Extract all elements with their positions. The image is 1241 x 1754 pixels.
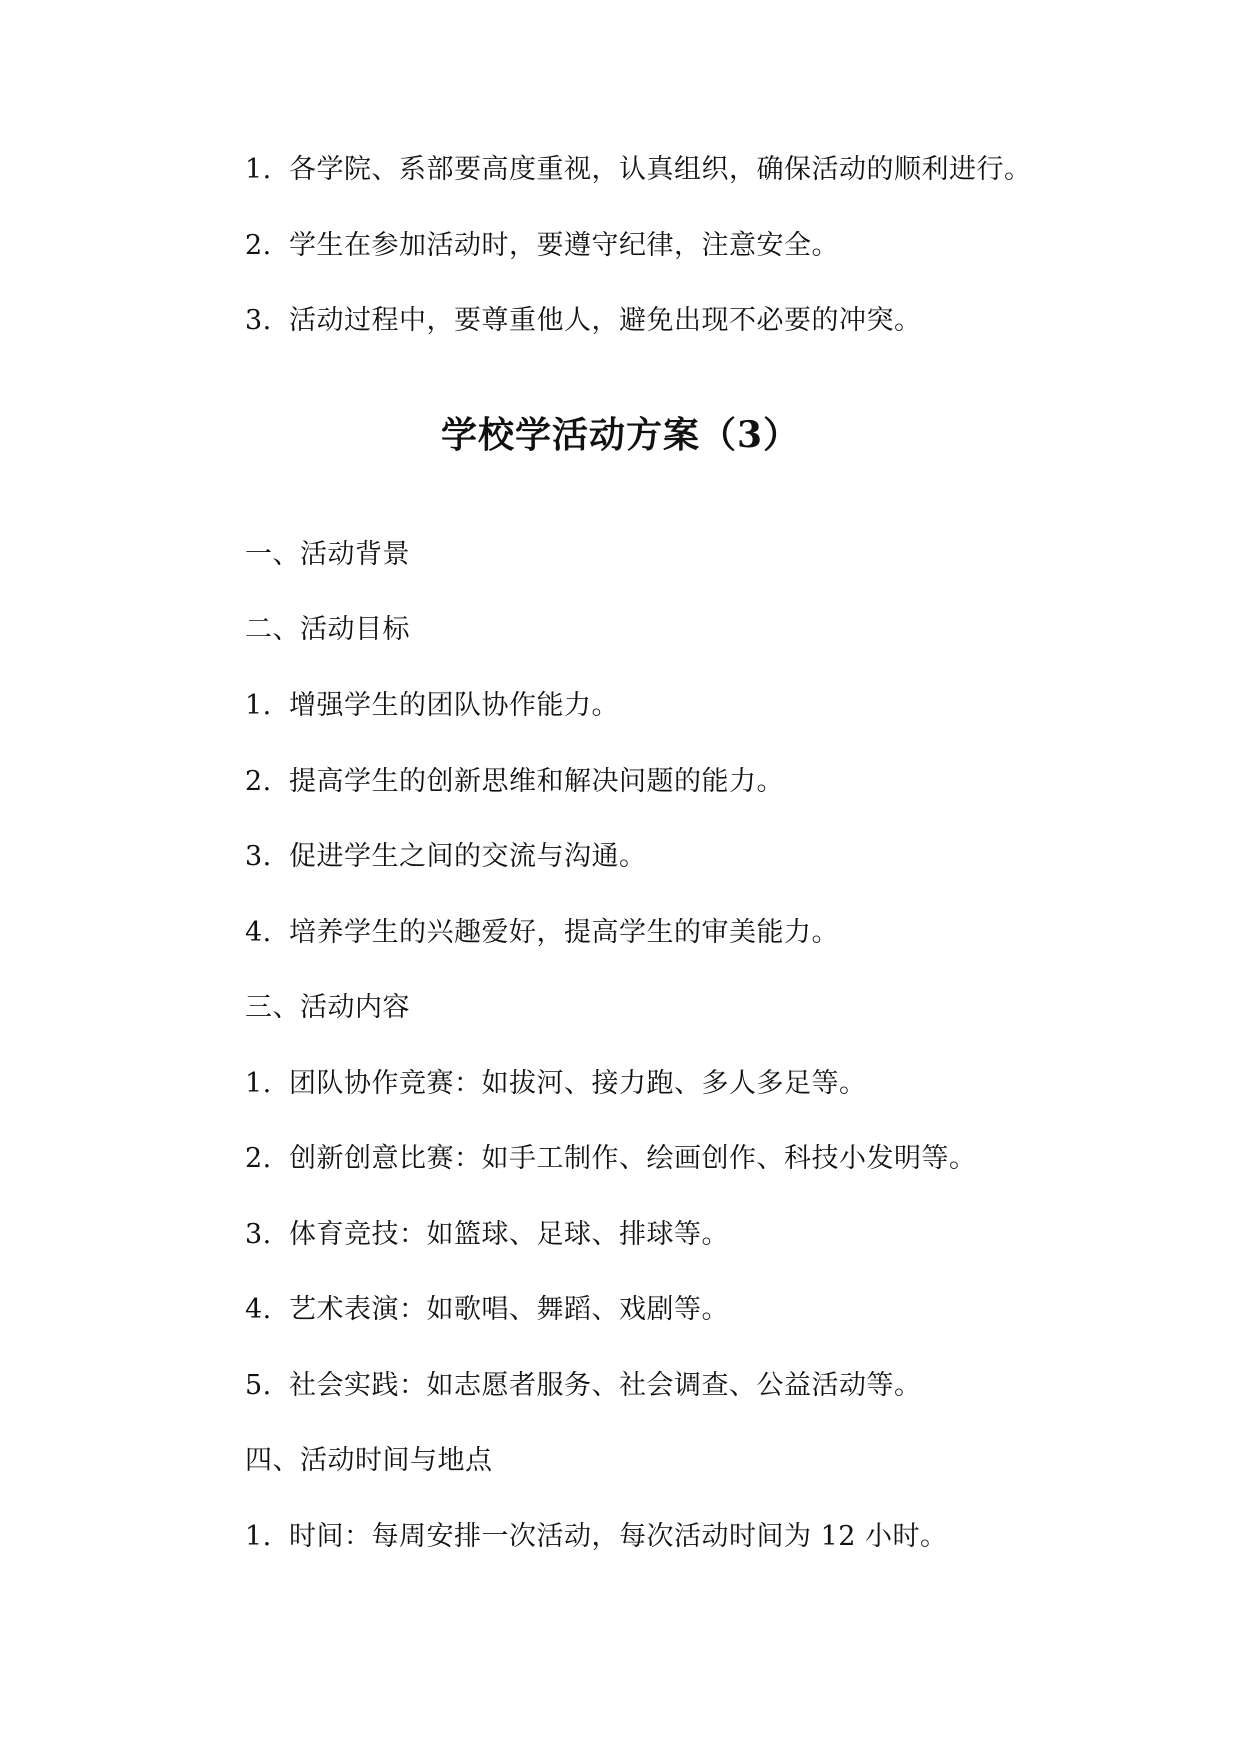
list-number: 2. [245, 230, 272, 261]
list-number: 4. [245, 1294, 272, 1325]
list-text: 活动过程中，要尊重他人，避免出现不必要的冲突。 [289, 305, 922, 336]
list-text: 社会实践：如志愿者服务、社会调查、公益活动等。 [289, 1370, 922, 1401]
list-number: 5. [245, 1370, 272, 1401]
list-item [245, 1141, 977, 1177]
list-number: 3. [245, 305, 272, 336]
list-text: 团队协作竞赛：如拔河、接力跑、多人多足等。 [289, 1068, 867, 1099]
list-text: 艺术表演：如歌唱、舞蹈、戏剧等。 [289, 1294, 729, 1325]
list-number: 1. [245, 1521, 272, 1552]
list-number: 3. [245, 1219, 272, 1250]
list-item [245, 839, 647, 875]
list-text: 体育竞技：如篮球、足球、排球等。 [289, 1219, 729, 1250]
list-item [245, 152, 1032, 188]
list-number: 2. [245, 1143, 272, 1174]
list-number: 1. [245, 1068, 272, 1099]
document-title: 学校学活动方案（3） [440, 414, 801, 456]
list-text: 增强学生的团队协作能力。 [289, 690, 619, 721]
section-heading-background: 一、活动背景 [245, 539, 410, 570]
list-text: 时间：每周安排一次活动，每次活动时间为 12 小时。 [289, 1521, 948, 1552]
list-text: 提高学生的创新思维和解决问题的能力。 [289, 766, 784, 797]
list-text: 各学院、系部要高度重视，认真组织，确保活动的顺利进行。 [289, 154, 1032, 185]
list-number: 1. [245, 154, 272, 185]
list-number: 2. [245, 766, 272, 797]
list-item [245, 1217, 729, 1253]
section-heading-time-place: 四、活动时间与地点 [245, 1445, 493, 1476]
list-text: 促进学生之间的交流与沟通。 [289, 841, 647, 872]
list-text: 创新创意比赛：如手工制作、绘画创作、科技小发明等。 [289, 1143, 977, 1174]
list-text: 培养学生的兴趣爱好，提高学生的审美能力。 [289, 917, 839, 948]
list-number: 4. [245, 917, 272, 948]
list-item [245, 1292, 729, 1328]
list-item [245, 688, 619, 724]
list-number: 3. [245, 841, 272, 872]
section-heading-goals: 二、活动目标 [245, 614, 410, 645]
list-item [245, 764, 784, 800]
list-number: 1. [245, 690, 272, 721]
list-item [245, 1519, 948, 1555]
section-heading-content: 三、活动内容 [245, 992, 410, 1023]
list-item [245, 1368, 922, 1404]
list-text: 学生在参加活动时，要遵守纪律，注意安全。 [289, 230, 839, 261]
list-item [245, 228, 839, 264]
list-item [245, 1066, 867, 1102]
list-item [245, 303, 922, 339]
list-item [245, 915, 839, 951]
